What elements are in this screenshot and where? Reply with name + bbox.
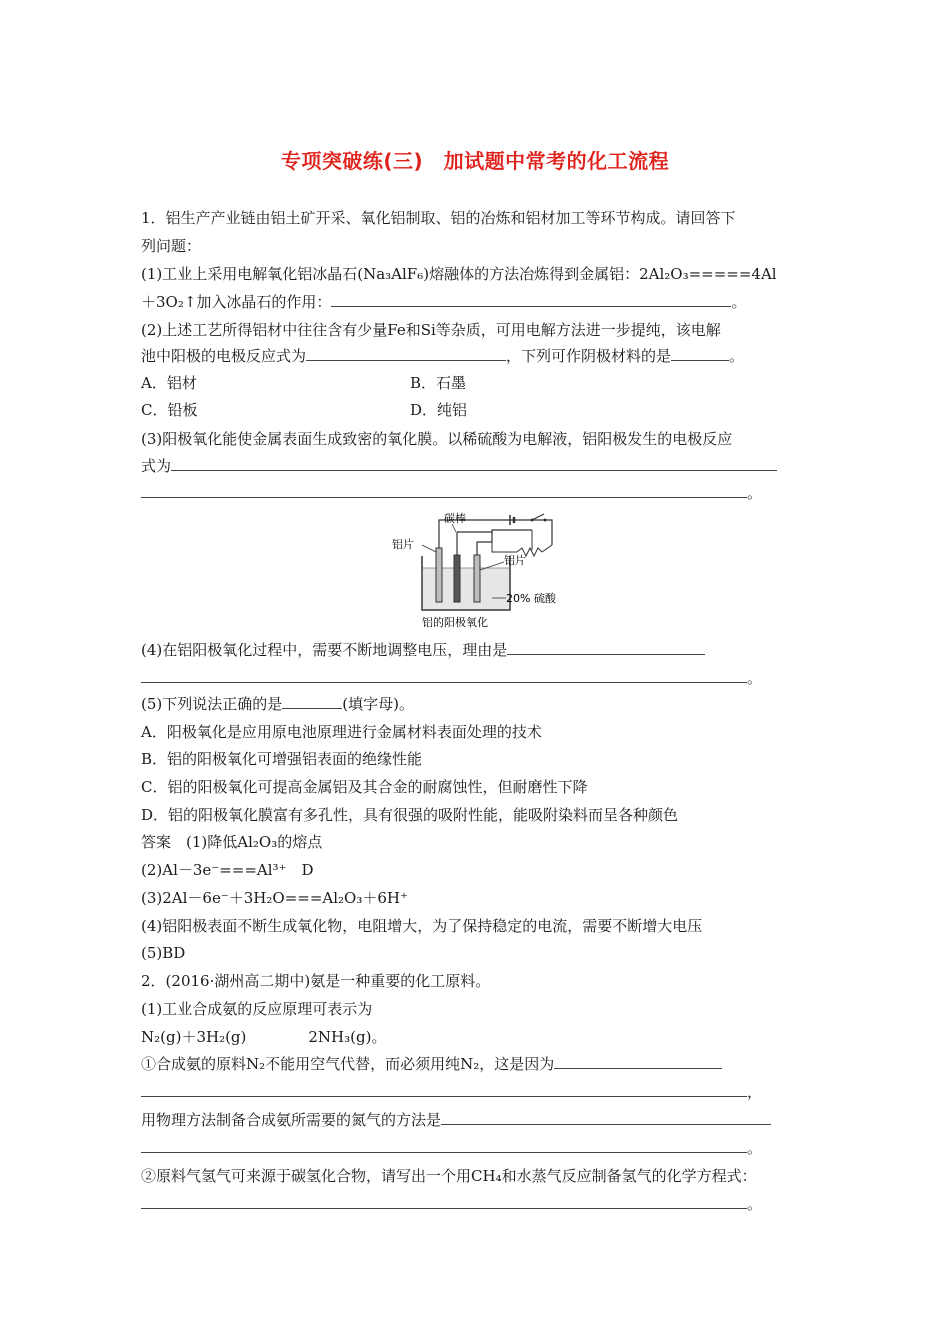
q1-options-row1 xyxy=(141,373,197,393)
period: 。 xyxy=(729,347,745,365)
q1-part4-line1 xyxy=(141,640,705,660)
answer-blank xyxy=(282,694,342,709)
answer-3: (3)2Al－6e⁻＋3H₂O===Al₂O₃＋6H⁺ xyxy=(141,889,408,907)
option-b: B．石墨 xyxy=(410,374,467,392)
q1-part3-line2 xyxy=(141,456,777,476)
q2-part1: (1)工业合成氨的反应原理可表示为 xyxy=(141,1000,373,1018)
q1-part5-option-d: D．铝的阳极氧化膜富有多孔性，具有很强的吸附性能，能吸附染料而呈各种颜色 xyxy=(141,806,679,824)
q2-c3-line2 xyxy=(141,1194,762,1214)
q1-part2-text-b: ，下列可作阴极材料的是 xyxy=(506,347,672,365)
q2-c2-line1 xyxy=(141,1110,771,1130)
answer-blank xyxy=(306,346,506,361)
q1-part5-line xyxy=(141,694,414,714)
period: 。 xyxy=(731,293,747,311)
option-a: A．铝材 xyxy=(141,374,197,392)
q2-c2-text: 用物理方法制备合成氨所需要的氮气的方法是 xyxy=(141,1111,442,1129)
answer-blank xyxy=(441,1110,771,1125)
equation-left: N₂(g)＋3H₂(g) xyxy=(141,1028,247,1046)
q1-stem-line1: 1．铝生产产业链由铝土矿开采、氧化铝制取、铝的冶炼和铝材加工等环节构成。请回答下 xyxy=(141,209,736,227)
q1-part2-line2 xyxy=(141,346,744,366)
q1-part2-line1: (2)上述工艺所得铝材中往往含有少量Fe和Si等杂质，可用电解方法进一步提纯，该电解 xyxy=(141,321,721,339)
period: 。 xyxy=(747,1195,763,1213)
answer-blank xyxy=(141,668,747,683)
q2-c3-line1: ②原料气氢气可来源于碳氢化合物，请写出一个用CH₄和水蒸气反应制备氢气的化学方程式： xyxy=(141,1167,757,1185)
equation-right: 2NH₃(g)。 xyxy=(308,1028,387,1046)
q1-part3-line1: (3)阳极氧化能使金属表面生成致密的氧化膜。以稀硫酸为电解液，铝阳极发生的电极反应 xyxy=(141,430,733,448)
q1-part4-line2 xyxy=(141,668,762,688)
q1-part4-text: (4)在铝阳极氧化过程中，需要不断地调整电压，理由是 xyxy=(141,641,508,659)
q1-part2-text-a: 池中阳极的电极反应式为 xyxy=(141,347,307,365)
label-al-right: 铝片 xyxy=(504,554,526,567)
anodic-oxidation-figure xyxy=(392,510,572,632)
answer-blank xyxy=(141,1194,747,1209)
q1-stem-line2: 列问题： xyxy=(141,237,202,255)
answer-blank xyxy=(331,292,731,307)
q1-part5-option-c: C．铝的阳极氧化可提高金属铝及其合金的耐腐蚀性，但耐磨性下降 xyxy=(141,778,588,796)
answer-2: (2)Al－3e⁻===Al³⁺ D xyxy=(141,861,314,879)
answer-5: (5)BD xyxy=(141,944,186,962)
q1-part5-option-a: A．阳极氧化是应用原电池原理进行金属材料表面处理的技术 xyxy=(141,723,542,741)
q2-c1-line1 xyxy=(141,1054,722,1074)
label-carbon-rod: 碳棒 xyxy=(444,512,466,525)
q1-part5-text-b: (填字母)。 xyxy=(342,695,414,713)
answer-blank xyxy=(554,1054,722,1069)
q1-part5-text-a: (5)下列说法正确的是 xyxy=(141,695,283,713)
q1-part3-text: 式为 xyxy=(141,457,172,475)
q2-stem: 2．(2016·湖州高二期中)氨是一种重要的化工原料。 xyxy=(141,972,491,990)
option-d: D．纯铝 xyxy=(410,401,468,419)
answer-blank xyxy=(671,346,729,361)
q2-equation xyxy=(141,1027,386,1047)
answer-4: (4)铝阳极表面不断生成氧化物，电阻增大，为了保持稳定的电流，需要不断增大电压 xyxy=(141,917,703,935)
figure-caption: 铝的阳极氧化 xyxy=(422,616,488,629)
q1-part1-line1: (1)工业上采用电解氧化铝冰晶石(Na₃AlF₆)熔融体的方法冶炼得到金属铝：2Al₂O₃=====4Al xyxy=(141,265,777,283)
q2-c1-text: ①合成氨的原料N₂不能用空气代替，而必须用纯N₂，这是因为 xyxy=(141,1055,555,1073)
answer-blank xyxy=(507,640,705,655)
period: 。 xyxy=(747,484,763,502)
q1-part1-text: ＋3O₂↑加入冰晶石的作用： xyxy=(141,293,332,311)
comma: ， xyxy=(747,1083,763,1101)
period: 。 xyxy=(747,669,763,687)
q2-c2-line2 xyxy=(141,1138,762,1158)
label-al-left: 铝片 xyxy=(392,538,414,551)
period: 。 xyxy=(747,1139,763,1157)
answer-blank xyxy=(141,1082,747,1097)
answer-blank xyxy=(141,483,747,498)
answer-blank xyxy=(141,1138,747,1153)
answer-1: 答案 (1)降低Al₂O₃的熔点 xyxy=(141,833,323,851)
option-c: C．铅板 xyxy=(141,401,198,419)
label-sulfuric-acid: 20% 硫酸 xyxy=(506,592,556,605)
q1-part5-option-b: B．铝的阳极氧化可增强铝表面的绝缘性能 xyxy=(141,750,423,768)
q2-c1-line2 xyxy=(141,1082,762,1102)
apparatus-diagram xyxy=(392,510,572,632)
answer-blank xyxy=(171,456,777,471)
page-title: 专项突破练(三) 加试题中常考的化工流程 xyxy=(280,149,670,173)
q1-part1-line2 xyxy=(141,292,746,312)
q1-part3-line3 xyxy=(141,483,762,503)
